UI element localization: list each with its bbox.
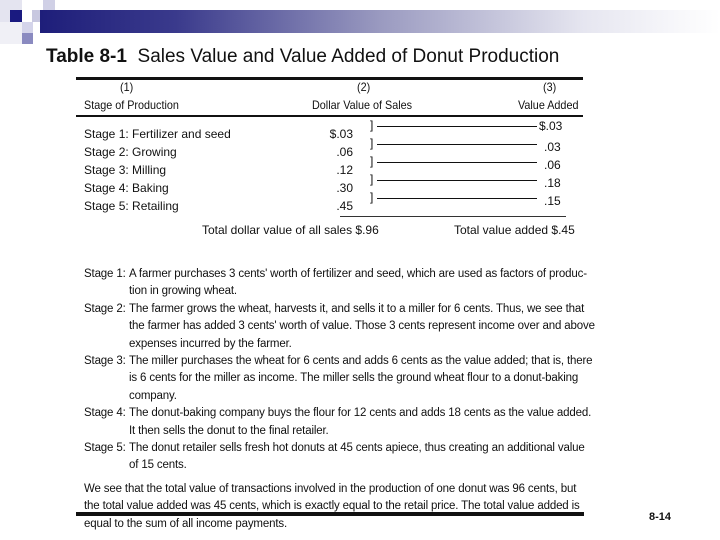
value-added: $.03	[539, 119, 563, 133]
bracket-mark: ]	[370, 136, 374, 150]
sales-value: .30	[336, 181, 353, 195]
stage-label: Stage 4: Baking	[84, 181, 169, 195]
stage-label: Stage 5: Retailing	[84, 199, 179, 213]
stage-note-label: Stage 2:	[84, 302, 126, 315]
table-number: Table 8-1	[46, 46, 127, 67]
stage-note-text: of 15 cents.	[129, 459, 187, 472]
summary-text: We see that the total value of transactions involved in the production of one donut was 96 cents, but	[84, 482, 577, 495]
col2-number: (2)	[357, 80, 371, 94]
connector-line	[377, 162, 537, 163]
total-value-added: Total value added $.45	[454, 223, 575, 237]
connector-line	[377, 180, 537, 181]
col3-header: Value Added	[518, 98, 579, 112]
sales-value: .12	[336, 163, 353, 177]
stage-note-text: The farmer grows the wheat, harvests it, and sells it to a miller for 6 cents. Thus, we see that	[129, 302, 585, 315]
header-gradient-band	[40, 10, 720, 33]
col1-header: Stage of Production	[84, 98, 179, 112]
stage-note-text: expenses incurred by the farmer.	[129, 337, 292, 350]
total-sales: Total dollar value of all sales $.96	[202, 223, 379, 237]
stage-note-text: It then sells the donut to the final retailer.	[129, 424, 329, 437]
stage-label: Stage 1: Fertilizer and seed	[84, 127, 231, 141]
connector-line	[377, 144, 537, 145]
page-title	[46, 46, 559, 68]
sales-value: $.03	[329, 127, 353, 141]
bottom-rule	[76, 512, 584, 516]
sales-value: .06	[336, 145, 353, 159]
total-rule	[340, 216, 566, 217]
bracket-mark: ]	[370, 190, 374, 204]
stage-note-label: Stage 3:	[84, 355, 126, 367]
value-added: .18	[544, 176, 561, 190]
stage-note-text: A farmer purchases 3 cents' worth of fertilizer and seed, which are used as factors of produc-	[129, 268, 587, 280]
stage-note-text: is 6 cents for the miller as income. The miller sells the ground wheat flour to a donut-baking	[129, 372, 579, 385]
bracket-mark: ]	[370, 154, 374, 168]
col1-number: (1)	[120, 80, 134, 94]
value-added: .15	[544, 194, 561, 208]
col2-header: Dollar Value of Sales	[312, 98, 413, 112]
value-added: .03	[544, 140, 561, 154]
stage-note-text: tion in growing wheat.	[129, 285, 237, 298]
stage-note-text: The donut-baking company buys the flour for 12 cents and adds 18 cents as the value added.	[129, 407, 592, 420]
stage-note-text: The miller purchases the wheat for 6 cents and adds 6 cents as the value added; that is, there	[129, 355, 593, 367]
value-added: .06	[544, 158, 561, 172]
stage-label: Stage 2: Growing	[84, 145, 177, 159]
bracket-mark: ]	[370, 118, 374, 132]
table-top-rule	[76, 77, 583, 80]
summary-text: equal to the sum of all income payments.	[84, 517, 288, 530]
sales-value: .45	[336, 199, 353, 213]
stage-note-text: company.	[129, 389, 177, 402]
table-title: Sales Value and Value Added of Donut Production	[137, 46, 560, 67]
stage-label: Stage 3: Milling	[84, 163, 167, 177]
connector-line	[377, 198, 537, 199]
stage-note-label: Stage 4:	[84, 407, 126, 420]
stage-note-label: Stage 5:	[84, 442, 126, 454]
stage-note-label: Stage 1:	[84, 268, 126, 280]
stage-note-text: The donut retailer sells fresh hot donuts at 45 cents apiece, thus creating an additional value	[129, 442, 585, 454]
stage-note-text: the farmer has added 3 cents' worth of value. Those 3 cents represent income over and above	[129, 320, 595, 333]
bracket-mark: ]	[370, 172, 374, 186]
summary-text: the total value added was 45 cents, which is exactly equal to the retail price. The total value added is	[84, 500, 580, 513]
col3-number: (3)	[543, 80, 557, 94]
page-number: 8-14	[649, 511, 672, 523]
table-header-rule	[76, 115, 583, 117]
connector-line	[377, 126, 537, 127]
